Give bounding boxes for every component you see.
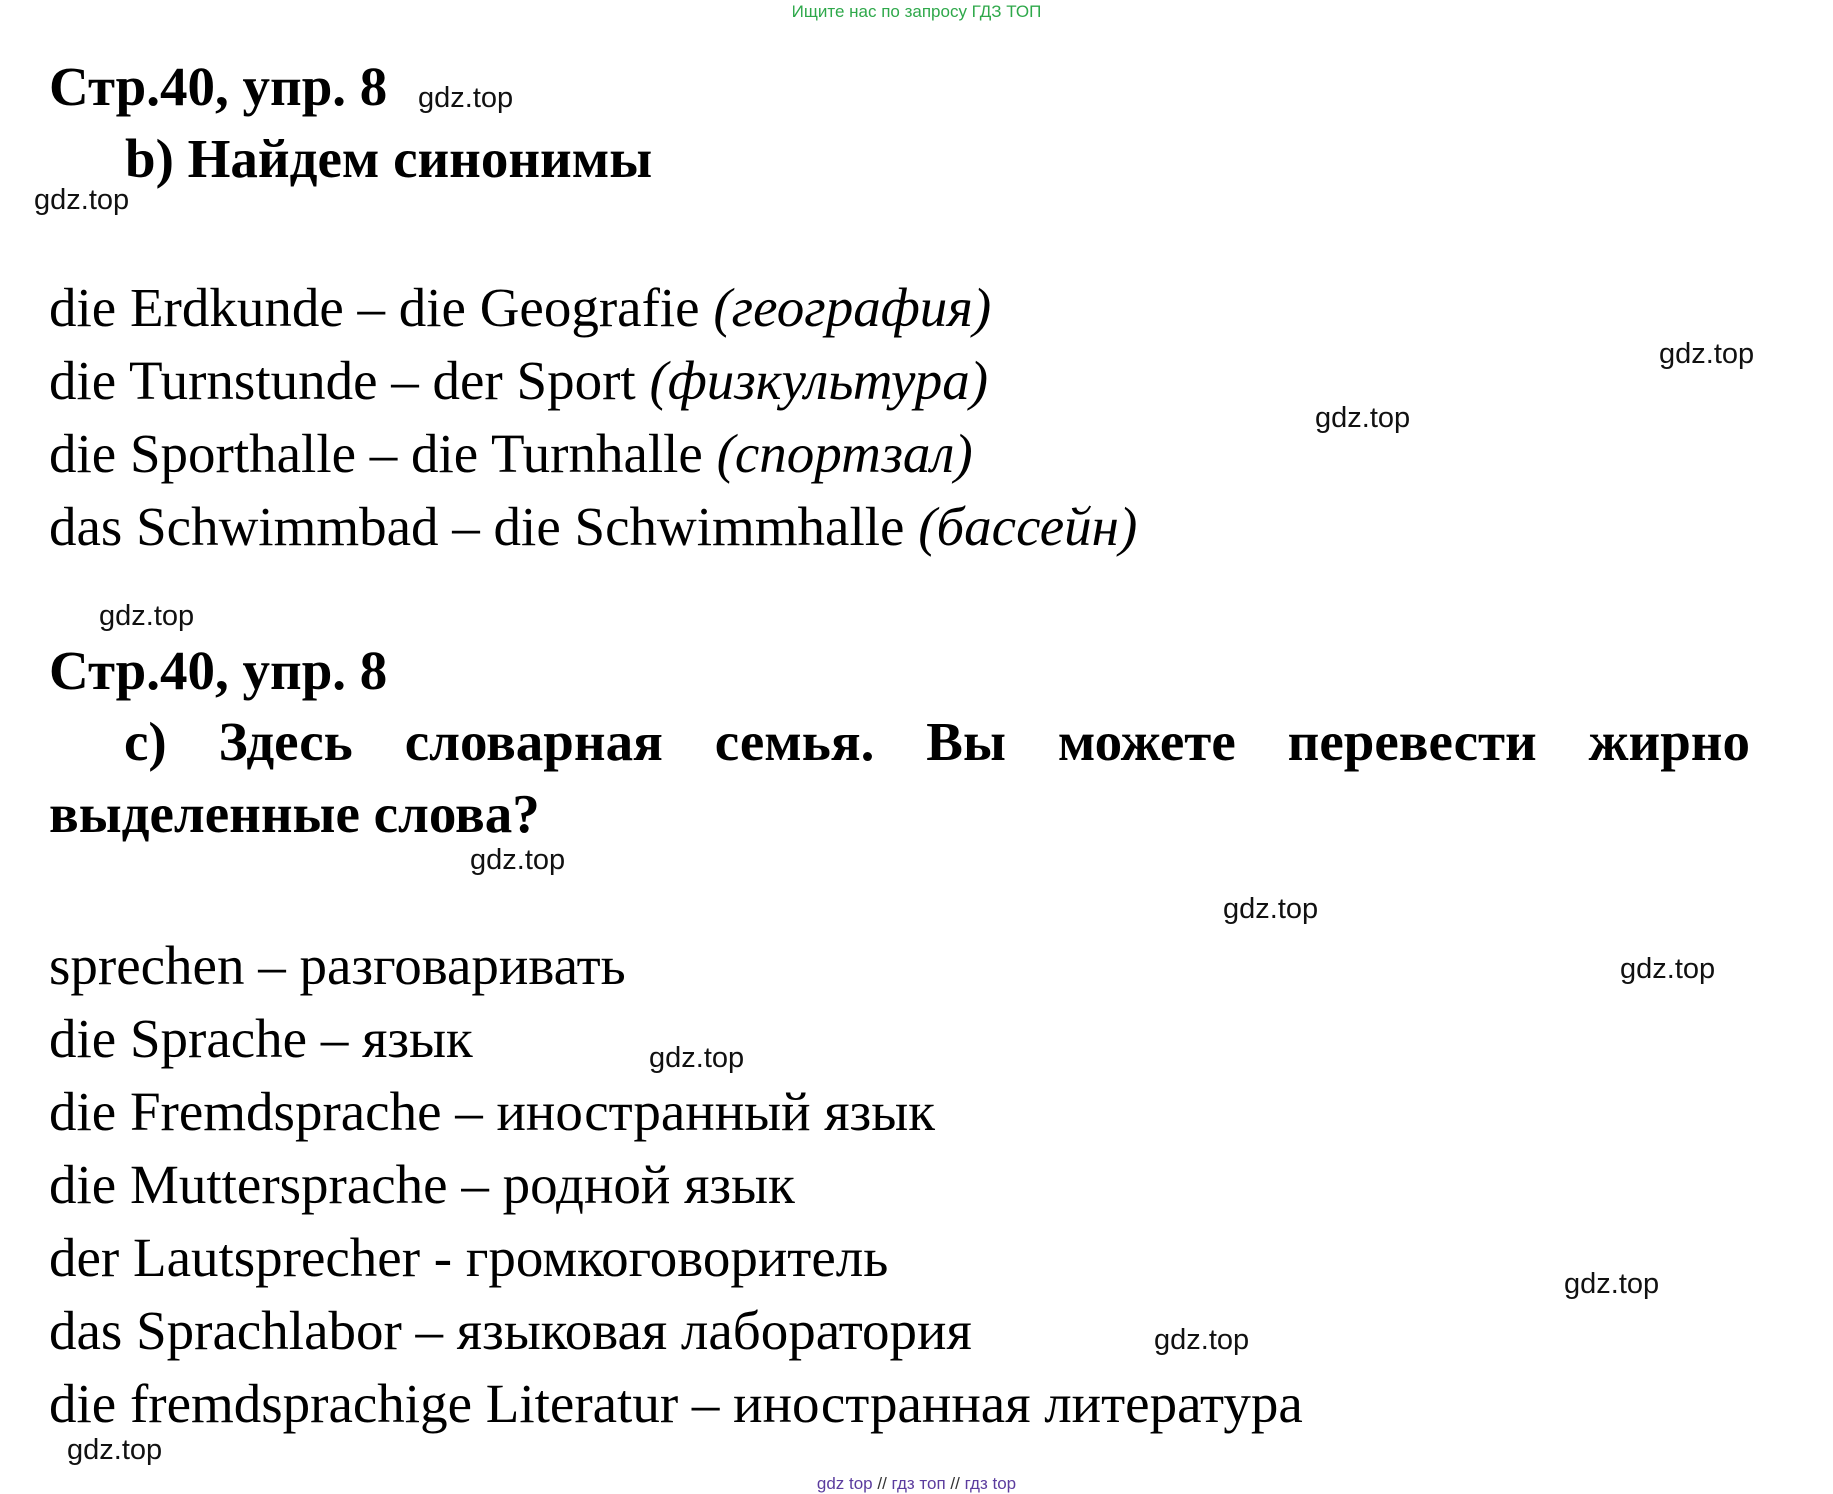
footer-link[interactable]: гдз top: [964, 1474, 1017, 1493]
synonym-row: [49, 496, 1137, 558]
word-family-row: die fremdsprachige Literatur – иностранная литература: [49, 1373, 1303, 1434]
word-family-row: die Fremdsprache – иностранный язык: [49, 1081, 935, 1142]
synonym-translation: (спортзал): [716, 423, 973, 484]
footer-separator: //: [950, 1474, 960, 1493]
watermark: gdz.top: [1315, 402, 1411, 434]
synonym-pair: die Turnstunde – der Sport: [49, 350, 650, 411]
watermark: gdz.top: [34, 184, 130, 216]
watermark: gdz.top: [67, 1434, 163, 1466]
word-family-row: der Lautsprecher - громкоговоритель: [49, 1227, 889, 1288]
synonym-pair: die Erdkunde – die Geografie: [49, 277, 714, 338]
word-family-row: die Muttersprache – родной язык: [49, 1154, 795, 1215]
watermark: gdz.top: [418, 82, 514, 114]
footer-link[interactable]: гдз топ: [891, 1474, 946, 1493]
watermark: gdz.top: [99, 600, 195, 632]
word-family-row: sprechen – разговаривать: [49, 935, 626, 996]
synonym-pair: die Sporthalle – die Turnhalle: [49, 423, 717, 484]
watermark: gdz.top: [1154, 1324, 1250, 1356]
watermark: gdz.top: [1223, 893, 1319, 925]
watermark: gdz.top: [1564, 1268, 1660, 1300]
synonym-row: [49, 350, 988, 412]
watermark: gdz.top: [1659, 338, 1755, 370]
synonym-row: [49, 423, 973, 485]
synonym-pair: das Schwimmbad – die Schwimmhalle: [49, 496, 919, 557]
footer: [0, 1474, 1833, 1494]
watermark: gdz.top: [649, 1042, 745, 1074]
section-b-task: b) Найдем синонимы: [125, 128, 653, 189]
top-banner: Ищите нас по запросу ГДЗ ТОП: [791, 2, 1042, 21]
synonym-translation: (физкультура): [649, 350, 989, 411]
synonym-row: [49, 277, 991, 339]
synonym-translation: (бассейн): [918, 496, 1138, 557]
section-c-task: с) Здесь словарная семья. Вы можете перевести жирно выделенные слова?: [49, 711, 1750, 844]
synonym-translation: (география): [713, 277, 992, 338]
section-b-heading: Стр.40, упр. 8: [49, 56, 388, 117]
watermark: gdz.top: [1620, 953, 1716, 985]
word-family-row: das Sprachlabor – языковая лаборатория: [49, 1300, 972, 1361]
word-family-row: die Sprache – язык: [49, 1008, 473, 1069]
section-c-heading: Стр.40, упр. 8: [49, 640, 388, 701]
watermark: gdz.top: [470, 844, 566, 876]
footer-link[interactable]: gdz top: [816, 1474, 873, 1493]
footer-separator: //: [877, 1474, 887, 1493]
